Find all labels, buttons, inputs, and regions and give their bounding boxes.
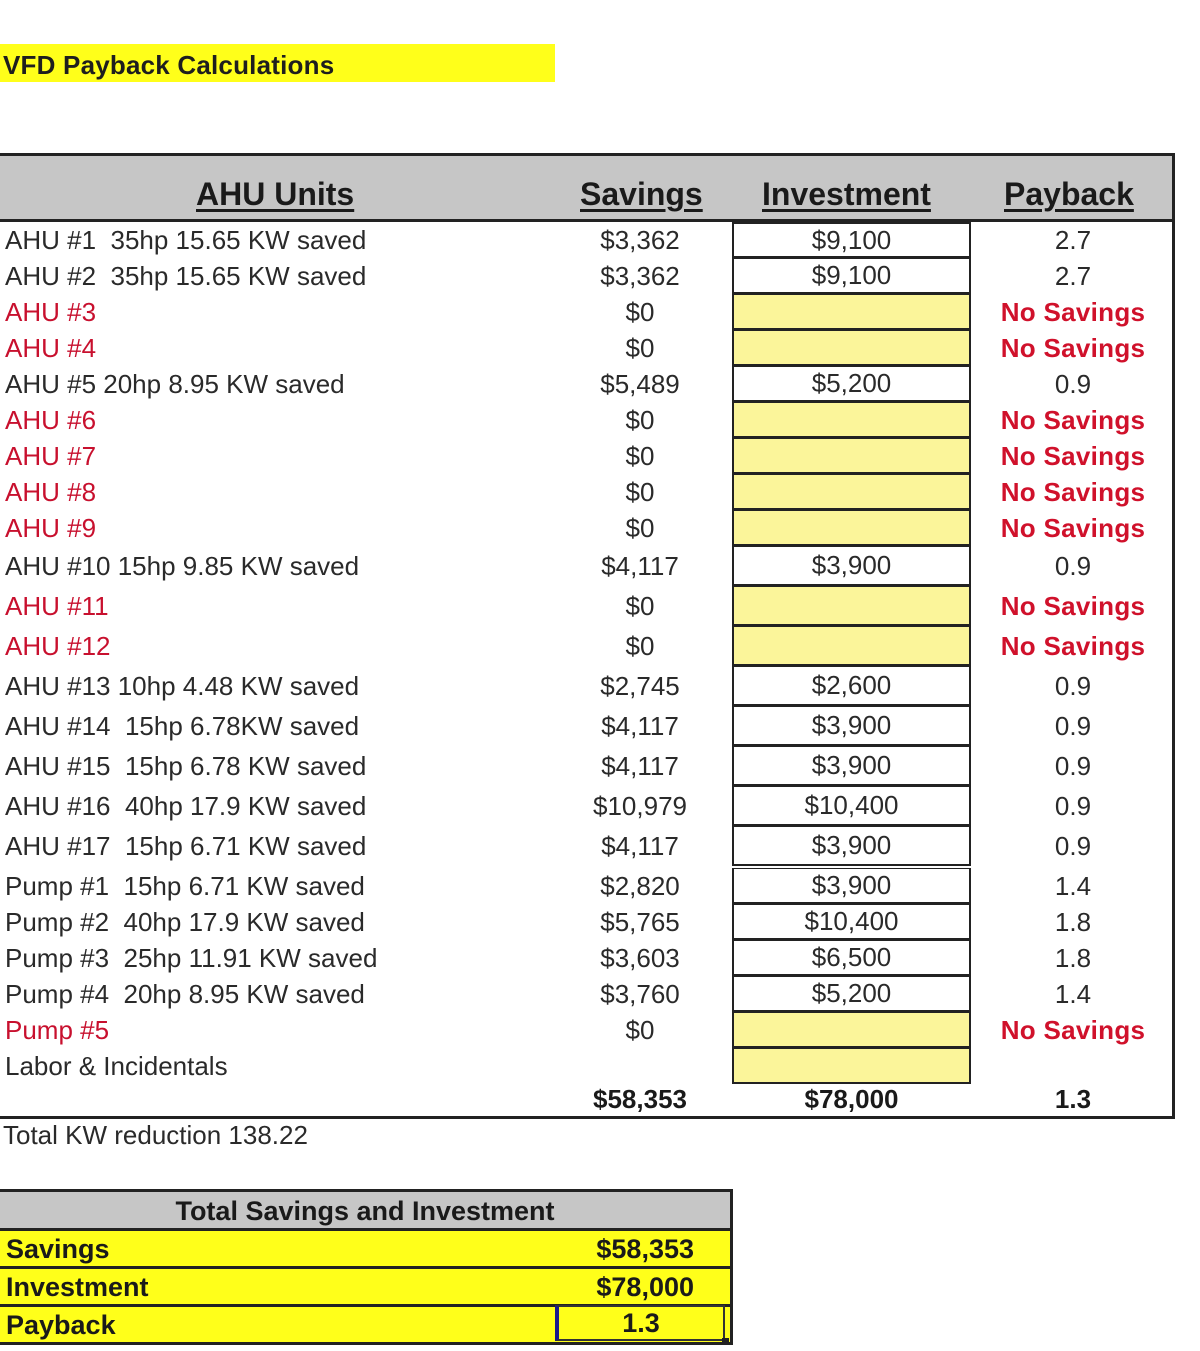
- table-row: [0, 626, 1172, 666]
- savings-cell: $3,760: [600, 979, 680, 1009]
- payback-cell: 0.9: [1054, 711, 1092, 741]
- payback-cell: 1.8: [1054, 943, 1092, 973]
- header-payback: Payback: [1004, 176, 1134, 212]
- unit-label: Pump #2 40hp 17.9 KW saved: [5, 907, 365, 937]
- unit-label: AHU #9: [5, 513, 97, 543]
- payback-cell: 0.9: [1054, 751, 1092, 781]
- investment-input-cell[interactable]: $3,900: [732, 868, 971, 904]
- savings-cell: $0: [625, 297, 655, 327]
- investment-input-cell[interactable]: $2,600: [732, 666, 971, 706]
- investment-input-cell[interactable]: [732, 1048, 971, 1084]
- table-row: [0, 366, 1172, 402]
- savings-cell: $3,362: [600, 261, 680, 291]
- savings-cell: $0: [625, 405, 655, 435]
- unit-label: AHU #2 35hp 15.65 KW saved: [5, 261, 367, 291]
- table-row: [0, 586, 1172, 626]
- table-row: [0, 868, 1172, 904]
- investment-input-cell[interactable]: [732, 294, 971, 330]
- payback-cell: 0.9: [1054, 791, 1092, 821]
- unit-label: AHU #7: [5, 441, 97, 471]
- investment-input-cell[interactable]: $5,200: [732, 976, 971, 1012]
- investment-input-cell[interactable]: [732, 626, 971, 666]
- table-row: [0, 904, 1172, 940]
- savings-cell: $2,820: [600, 871, 680, 901]
- summary-label: Investment: [6, 1272, 149, 1302]
- summary-label: Savings: [6, 1234, 110, 1264]
- table-row: [0, 330, 1172, 366]
- payback-cell: 0.9: [1054, 831, 1092, 861]
- savings-cell: $3,362: [600, 225, 680, 255]
- unit-label: Labor & Incidentals: [5, 1051, 228, 1081]
- investment-input-cell[interactable]: $3,900: [732, 546, 971, 586]
- investment-input-cell[interactable]: [732, 474, 971, 510]
- investment-input-cell[interactable]: $3,900: [732, 826, 971, 866]
- savings-cell: $0: [625, 1015, 655, 1045]
- header-savings: Savings: [580, 176, 703, 212]
- summary-value: $78,000: [596, 1272, 694, 1302]
- unit-label: Pump #5: [5, 1015, 110, 1045]
- totals-row: [0, 1086, 1172, 1116]
- savings-cell: $2,745: [600, 671, 680, 701]
- unit-label: Pump #4 20hp 8.95 KW saved: [5, 979, 365, 1009]
- summary-row-savings[interactable]: [0, 1231, 730, 1269]
- summary-value: $58,353: [596, 1234, 694, 1264]
- savings-cell: $0: [625, 333, 655, 363]
- savings-cell: $0: [625, 513, 655, 543]
- table-row: [0, 1048, 1172, 1084]
- table-row: [0, 510, 1172, 546]
- unit-label: AHU #14 15hp 6.78KW saved: [5, 711, 360, 741]
- investment-input-cell[interactable]: [732, 402, 971, 438]
- header-investment: Investment: [762, 176, 931, 212]
- summary-title: Total Savings and Investment: [0, 1192, 730, 1231]
- table-row: [0, 402, 1172, 438]
- payback-cell: 0.9: [1054, 671, 1092, 701]
- no-savings-flag: No Savings: [1000, 477, 1146, 507]
- table-header: [0, 156, 1172, 222]
- investment-input-cell[interactable]: [732, 1012, 971, 1048]
- savings-cell: $4,117: [601, 751, 679, 781]
- savings-cell: $0: [625, 441, 655, 471]
- payback-cell: 2.7: [1054, 261, 1092, 291]
- payback-cell: 0.9: [1054, 369, 1092, 399]
- summary-row-payback[interactable]: [0, 1307, 730, 1342]
- no-savings-flag: No Savings: [1000, 297, 1146, 327]
- total-investment: $78,000: [804, 1084, 899, 1114]
- investment-input-cell[interactable]: [732, 586, 971, 626]
- payback-cell: 1.4: [1054, 979, 1092, 1009]
- table-row: [0, 746, 1172, 786]
- total-payback: 1.3: [1054, 1084, 1092, 1114]
- no-savings-flag: No Savings: [1000, 405, 1146, 435]
- investment-input-cell[interactable]: [732, 330, 971, 366]
- unit-label: AHU #6: [5, 405, 97, 435]
- investment-input-cell[interactable]: $5,200: [732, 366, 971, 402]
- investment-input-cell[interactable]: $10,400: [732, 786, 971, 826]
- unit-label: AHU #1 35hp 15.65 KW saved: [5, 225, 367, 255]
- savings-cell: $10,979: [593, 791, 687, 821]
- investment-input-cell[interactable]: $9,100: [732, 222, 971, 258]
- table-row: [0, 474, 1172, 510]
- unit-label: AHU #17 15hp 6.71 KW saved: [5, 831, 367, 861]
- payback-table: [0, 153, 1175, 1119]
- savings-cell: $5,489: [600, 369, 680, 399]
- unit-label: AHU #15 15hp 6.78 KW saved: [5, 751, 367, 781]
- unit-label: AHU #5 20hp 8.95 KW saved: [5, 369, 345, 399]
- no-savings-flag: No Savings: [1000, 631, 1146, 661]
- selected-payback-cell[interactable]: [555, 1305, 725, 1341]
- page-title: VFD Payback Calculations: [3, 50, 335, 80]
- table-row: [0, 294, 1172, 330]
- unit-label: AHU #3: [5, 297, 97, 327]
- unit-label: Pump #1 15hp 6.71 KW saved: [5, 871, 365, 901]
- no-savings-flag: No Savings: [1000, 591, 1146, 621]
- title-highlight: [0, 44, 555, 82]
- investment-input-cell[interactable]: $6,500: [732, 940, 971, 976]
- no-savings-flag: No Savings: [1000, 333, 1146, 363]
- summary-label: Payback: [6, 1310, 116, 1340]
- investment-input-cell[interactable]: [732, 438, 971, 474]
- no-savings-flag: No Savings: [1000, 1015, 1146, 1045]
- investment-input-cell[interactable]: $3,900: [732, 706, 971, 746]
- savings-cell: $0: [625, 591, 655, 621]
- no-savings-flag: No Savings: [1000, 513, 1146, 543]
- table-row: [0, 666, 1172, 706]
- payback-cell: 1.8: [1054, 907, 1092, 937]
- no-savings-flag: No Savings: [1000, 441, 1146, 471]
- savings-cell: $5,765: [600, 907, 680, 937]
- total-kw-reduction: Total KW reduction 138.22: [3, 1120, 308, 1150]
- investment-input-cell[interactable]: [732, 510, 971, 546]
- unit-label: Pump #3 25hp 11.91 KW saved: [5, 943, 378, 973]
- unit-label: AHU #11: [5, 591, 109, 621]
- fill-handle[interactable]: [722, 1338, 729, 1345]
- table-row: [0, 706, 1172, 746]
- unit-label: AHU #13 10hp 4.48 KW saved: [5, 671, 360, 701]
- summary-row-investment[interactable]: [0, 1269, 730, 1307]
- unit-label: AHU #12: [5, 631, 111, 661]
- unit-label: AHU #10 15hp 9.85 KW saved: [5, 551, 360, 581]
- unit-label: AHU #8: [5, 477, 97, 507]
- savings-cell: $0: [625, 477, 655, 507]
- table-row: [0, 222, 1172, 258]
- savings-cell: $4,117: [601, 711, 679, 741]
- investment-input-cell[interactable]: $9,100: [732, 258, 971, 294]
- payback-cell: 1.4: [1054, 871, 1092, 901]
- table-row: [0, 826, 1172, 866]
- savings-cell: $3,603: [600, 943, 680, 973]
- summary-table: [0, 1189, 733, 1345]
- unit-label: AHU #16 40hp 17.9 KW saved: [5, 791, 367, 821]
- savings-cell: $4,117: [601, 551, 679, 581]
- table-row: [0, 546, 1172, 586]
- investment-input-cell[interactable]: $3,900: [732, 746, 971, 786]
- savings-cell: $4,117: [601, 831, 679, 861]
- total-savings: $58,353: [593, 1084, 687, 1114]
- investment-input-cell[interactable]: $10,400: [732, 904, 971, 940]
- savings-cell: $0: [625, 631, 655, 661]
- payback-cell: 0.9: [1054, 551, 1092, 581]
- table-row: [0, 976, 1172, 1012]
- table-row: [0, 940, 1172, 976]
- table-row: [0, 438, 1172, 474]
- header-units: AHU Units: [196, 176, 355, 212]
- summary-value: 1.3: [622, 1308, 660, 1338]
- table-row: [0, 258, 1172, 294]
- payback-cell: 2.7: [1054, 225, 1092, 255]
- table-row: [0, 1012, 1172, 1048]
- table-row: [0, 786, 1172, 826]
- unit-label: AHU #4: [5, 333, 97, 363]
